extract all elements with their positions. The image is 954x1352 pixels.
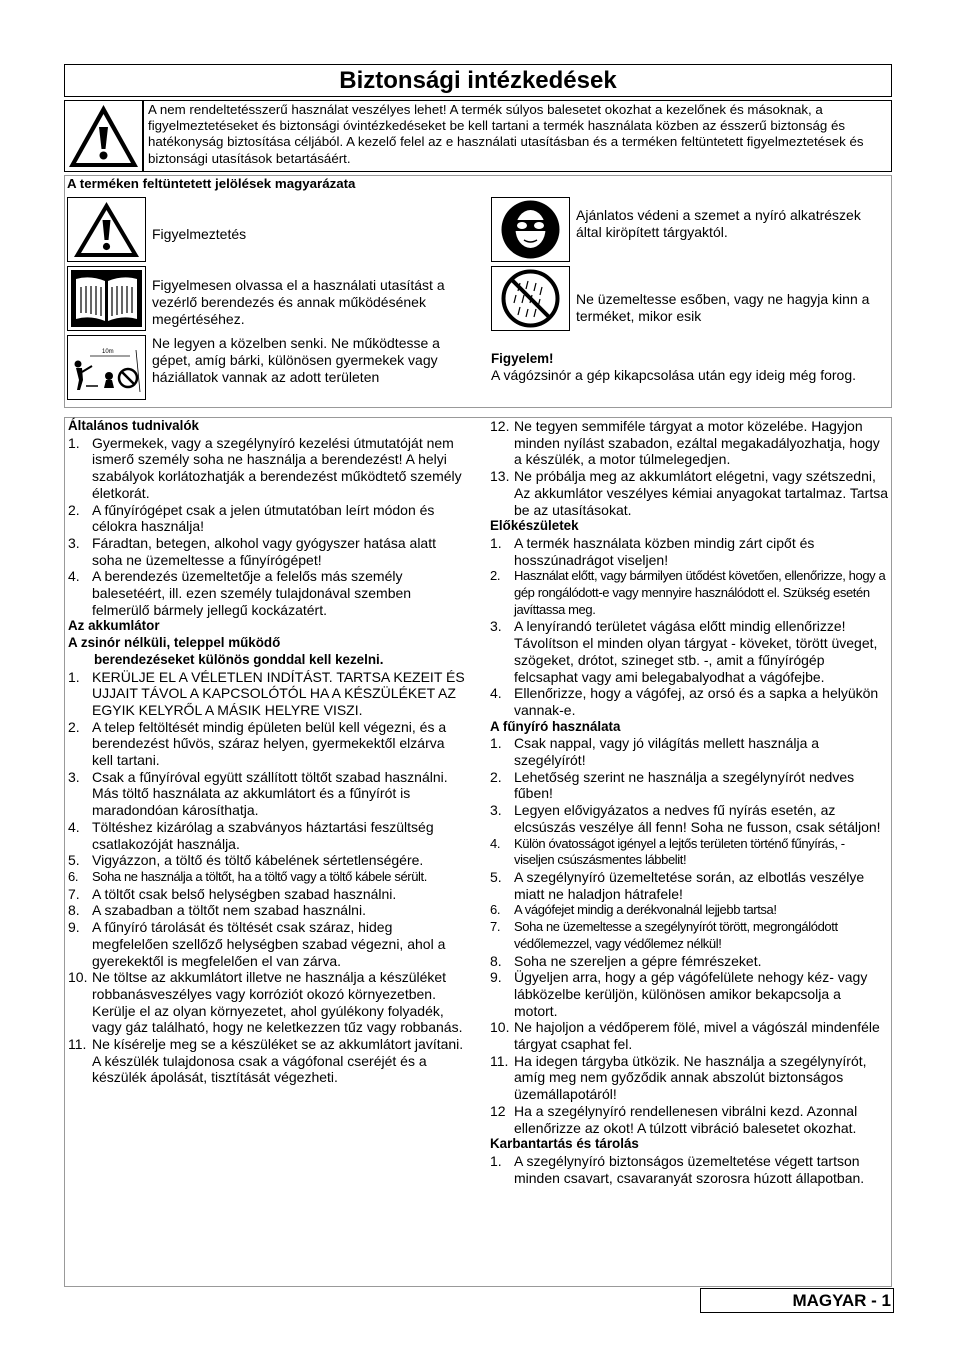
symbol-warning-text: Figyelmeztetés (152, 226, 247, 242)
warning-triangle-icon (65, 101, 142, 171)
preparation-title: Előkészületek (490, 518, 579, 534)
list-item (68, 819, 466, 852)
usage-title: A fűnyíró használata (490, 718, 621, 734)
list-item (68, 435, 466, 502)
list-item-number: 11. (68, 1036, 87, 1053)
list-item (68, 719, 466, 769)
list-item-text: A berendezés üzemeltetője a felelős más személy balesetéért, ill. ezen személy tulajdonával szemben felmerülő bármely jellegű kockázatért. (92, 568, 412, 618)
list-item (68, 969, 466, 1036)
list-item-text: Használat előtt, vagy bármilyen ütődést követően, ellenőrizze, hogy a gép rongálódott-e vagy mennyire használódott el. Szükség esetén javíttassa meg. (514, 568, 886, 617)
read-manual-book-icon (68, 267, 145, 330)
list-item-number: 3. (490, 618, 502, 635)
list-item (490, 953, 888, 970)
list-item-text: Ne próbálja meg az akkumlátort elégetni, vagy szétszedni, Az akkumlátor veszélyes kémiai anyagokat tartalmaz. Tartsa be az utasításokat. (514, 468, 889, 518)
list-item (68, 869, 466, 886)
list-item-text: Soha ne szereljen a gépre fémrészeket. (514, 952, 762, 969)
list-item (490, 1019, 888, 1052)
symbol-manual-text: Figyelmesen olvassa el a használati utasítást a vezérlő berendezés és annak működésének megértéséhez. (152, 277, 445, 327)
list-item (490, 1153, 888, 1186)
attention-text: A vágózsinór a gép kikapcsolása után egy ideig még forog. (491, 367, 857, 383)
right-column (490, 418, 888, 1186)
list-item (490, 902, 888, 919)
list-item-number: 4. (490, 685, 502, 702)
list-item-number: 7. (490, 919, 501, 935)
list-item (68, 1036, 466, 1086)
list-item-text: Ha idegen tárgyba ütközik. Ne használja a szegélynyírót, amíg meg nem győződik annak abszolút biztonságos üzemállapotáról! (514, 1052, 867, 1103)
list-item-text: Ellenőrizze, hogy a vágófej, az orsó és a sapka a helyükön vannak-e. (514, 685, 879, 718)
list-item-number: 1. (68, 668, 80, 685)
list-item-number: 1. (490, 735, 502, 752)
list-item-text: A szegélynyíró üzemeltetése során, az elbotlás veszélye miatt ne haladjon hátrafele! (514, 868, 865, 902)
list-item-text: Soha ne használja a töltőt, ha a töltő vagy a töltő kábele sérült. (92, 868, 427, 884)
list-item-text: A szegélynyíró biztonságos üzemeltetése végett tartson minden csavart, csavaranyát szorosra húzott állapotban. (514, 1152, 865, 1186)
list-item (68, 669, 466, 719)
list-item-text: Lehetőség szerint ne használja a szegélynyírót nedves fűben! (514, 768, 855, 802)
list-item-text: Soha ne üzemeltesse a szegélynyírót törött, megrongálódott védőlemezzel, vagy védőlemez nélkül! (514, 919, 838, 951)
symbol-eye-box (491, 197, 570, 262)
list-item-text: Külön óvatosságot igényel a lejtős területen történő fűnyírás, - viseljen csúszásmentes lábbelit! (514, 835, 845, 868)
symbol-bystanders-box (67, 335, 146, 400)
maintenance-list (490, 1153, 888, 1186)
list-item-number: 1. (490, 1152, 502, 1169)
list-item-text: A termék használata közben mindig zárt cipőt és hosszúnadrágot viseljen! (514, 534, 815, 568)
main-warning-icon-box (64, 100, 143, 172)
list-item-number: 13. (490, 468, 510, 485)
list-item (68, 535, 466, 568)
list-item-number: 12 (490, 1102, 506, 1119)
list-item-text: Csak nappal, vagy jó világítás mellett használja a szegélyírót! (514, 735, 820, 769)
preparation-list (490, 535, 888, 719)
list-item (490, 618, 888, 685)
list-item (490, 568, 888, 618)
battery-subtitle-1: A zsinór nélküli, teleppel működő (68, 635, 281, 651)
list-item-text: Ha a szegélynyíró rendellenesen vibrálni kezd. Azonnal ellenőrizze az okot! A túlzott vibráció balesetet okozhat. (514, 1102, 858, 1136)
list-item-text: A lenyírandó területet vágása előtt mindig ellenőrizze! Távolítson el minden olyan tárgyat - köveket, törött üveget, szögeket, drótot, szineget stb. -, amit a fűnyírógép felcsaphat vagy ami belegabalyodhat a vágófejbe. (514, 618, 878, 685)
list-item-text: A szabadban a töltőt nem szabad használni. (92, 902, 366, 919)
list-item (68, 852, 466, 869)
list-item (68, 902, 466, 919)
symbol-warning-box (67, 197, 146, 262)
list-item-number: 3. (68, 768, 80, 785)
list-item-number: 2. (490, 768, 502, 785)
list-item (68, 502, 466, 535)
list-item-text: A fűnyírógépet csak a jelen útmutatóban leírt módon és célokra használja! (92, 501, 435, 535)
list-item-text: Legyen elővigyázatos a nedves fű nyírás esetén, az elcsúszás veszélye áll fenn! Soha ne fusson, csak sétáljon! (514, 802, 881, 835)
list-item-text: Vigyázzon, a töltő és töltő kábelének sértetlenségére. (92, 852, 424, 869)
list-item-text: A vágófejet mindig a derékvonalnál lejjebb tartsa! (514, 902, 777, 918)
list-item-number: 6. (490, 902, 501, 918)
list-item-text: A töltőt csak belső helységben szabad használni. (92, 885, 397, 902)
list-item-text: A telep feltöltését mindig épületen belül kell végezni, és a berendezést hűvös, száraz helyen, gyermekektől elzárva kell tartani. (92, 718, 447, 769)
usage-list (490, 735, 888, 1136)
list-item-number: 8. (68, 902, 80, 919)
list-item-number: 1. (490, 534, 502, 551)
list-item (490, 802, 888, 835)
list-item (490, 869, 888, 902)
list-item-text: Ne tegyen semmiféle tárgyat a motor közelébe. Hagyjon minden nyílást szabadon, ezáltal megakadályozhatja, hogy a készülék, a motor túlmelegedjen. (514, 418, 880, 468)
list-item (490, 1053, 888, 1103)
list-item-number: 9. (68, 919, 80, 936)
symbol-bystanders-text: Ne legyen a közelben senki. Ne működtesse a gépet, amíg bárki, különösen gyermekek vagy háziállatok vannak az adott területen (152, 335, 440, 385)
main-warning-paragraph: A nem rendeltetésszerű használat veszélyes lehet! A termék súlyos balesetet okozhat a kezelőnek és másoknak, a figyelmeztetéseket és biztonsági óvintézkedéseket be kell tartani a termék használata közben az ésszerű biztonság és hatékonyság biztosítása céljából. A kezelő felel az e használati utasításban és a terméken feltüntetett figyelmeztetések és biztonsági utasítások betartásáért. (148, 102, 864, 166)
general-list (68, 435, 466, 619)
distance-label: 10m (102, 349, 114, 355)
list-item (68, 769, 466, 819)
battery-title: Az akkumlátor (68, 618, 160, 634)
symbol-eye-text: Ajánlatos védeni a szemet a nyíró alkatrészek által kiröpített tárgyaktól. (576, 207, 861, 240)
list-item-number: 11. (490, 1052, 509, 1069)
maintenance-title: Karbantartás és tárolás (490, 1136, 639, 1152)
list-item (490, 418, 888, 468)
main-warning-text (143, 100, 892, 172)
page-footer (700, 1288, 894, 1313)
list-item-text: Csak a fűnyíróval együtt szállított töltőt szabad használni. Más töltő használata az akkumlátort és a fűnyírót is maradondóan károsíthatja. (92, 768, 448, 819)
list-item-number: 1. (68, 434, 80, 451)
list-item (68, 919, 466, 969)
list-item-number: 4. (68, 568, 80, 585)
list-item (490, 685, 888, 718)
list-item (490, 1103, 888, 1136)
list-item-number: 3. (68, 534, 80, 551)
list-item (490, 735, 888, 768)
list-item-text: Gyermekek, vagy a szegélynyíró kezelési útmutatóját nem ismerő személy soha ne használja a berendezést! A helyi szabályok korlátozhatják a berendezést működtető személy életkorát. (92, 434, 462, 501)
list-item-text: A fűnyíró tárolását és töltését csak száraz, hideg megfelelően szellőző helységben szabad végezni, ahol a gyerekektől is megfelelően el van zárva. (92, 919, 446, 969)
symbols-heading: A terméken feltüntetett jelölések magyarázata (67, 176, 356, 191)
list-item-number: 6. (68, 868, 79, 884)
list-item (490, 919, 888, 952)
symbol-manual-box (67, 266, 146, 331)
list-item-number: 9. (490, 969, 502, 986)
list-item (490, 769, 888, 802)
list-item-text: Ne töltse az akkumlátort illetve ne használja a készüléket robbanásveszélyes vagy korróziót okozó környezetben. Kerülje el az olyan környezetet, ahol gyúlékony folyadék, vagy gáz található, hogy ne keletkezzen tűz vagy robbanás. (92, 969, 463, 1036)
list-item-text: Töltéshez kizárólag a szabványos háztartási feszültség csatlakozóját használja. (92, 818, 434, 852)
list-item (68, 886, 466, 903)
list-item (490, 969, 888, 1019)
page-title (64, 64, 892, 97)
list-item (68, 568, 466, 618)
list-item (490, 468, 888, 518)
continued-list (490, 418, 888, 518)
list-item-text: Ügyeljen arra, hogy a gép vágófelülete nehogy kéz- vagy lábközelbe kerüljön, különösen amikor bekapcsolja a motort. (514, 969, 868, 1019)
list-item-number: 5. (490, 868, 502, 885)
list-item-number: 10. (68, 969, 88, 986)
list-item-number: 5. (68, 852, 80, 869)
list-item-number: 12. (490, 418, 510, 434)
list-item-number: 4. (68, 818, 80, 835)
footer-label: MAGYAR - 1 (792, 1291, 891, 1310)
battery-list (68, 669, 466, 1087)
list-item-number: 2. (68, 718, 80, 735)
list-item-number: 2. (490, 568, 501, 584)
battery-subtitle-2: berendezéseket különös gonddal kell kezelni. (94, 651, 384, 667)
list-item-number: 8. (490, 952, 502, 969)
keep-bystanders-away-icon (68, 336, 145, 399)
list-item-text: Fáradtan, betegen, alkohol vagy gyógyszer hatása alatt soha ne üzemeltesse a fűnyírógépet! (92, 534, 436, 568)
symbol-rain-box (491, 266, 570, 331)
no-rain-icon (492, 267, 569, 330)
general-title: Általános tudnivalók (68, 418, 199, 433)
list-item-text: KERÜLJE EL A VÉLETLEN INDÍTÁST. TARTSA KEZEIT ÉS UJJAIT TÁVOL A KAPCSOLÓTÓL HA A KÉSZÜLÉKET AZ EGYIK KELYRŐL A MÁSIK HELYRE VISZI. (92, 668, 465, 718)
left-column (68, 418, 466, 1086)
list-item-text: Ne kísérelje meg se a készüléket se az akkumlátort javítani. A készülék tulajdonosa csak a vágófonal cseréjét és a készülék ápolását, tisztítását végezheti. (92, 1036, 464, 1086)
list-item-number: 10. (490, 1019, 510, 1036)
list-item (490, 836, 888, 869)
eye-protection-icon (492, 198, 569, 261)
attention-title: Figyelem! (491, 351, 554, 366)
list-item-number: 7. (68, 885, 80, 902)
list-item-number: 4. (490, 835, 501, 851)
list-item (490, 535, 888, 568)
symbol-rain-text: Ne üzemeltesse esőben, vagy ne hagyja kinn a terméket, mikor esik (576, 291, 870, 324)
list-item-number: 2. (68, 501, 80, 518)
list-item-text: Ne hajoljon a védőperem fölé, mivel a vágószál mindenféle tárgyat csaphat fel. (514, 1019, 880, 1053)
list-item-number: 3. (490, 802, 502, 819)
warning-triangle-icon (68, 198, 145, 261)
page-title-text: Biztonsági intézkedések (339, 67, 617, 94)
